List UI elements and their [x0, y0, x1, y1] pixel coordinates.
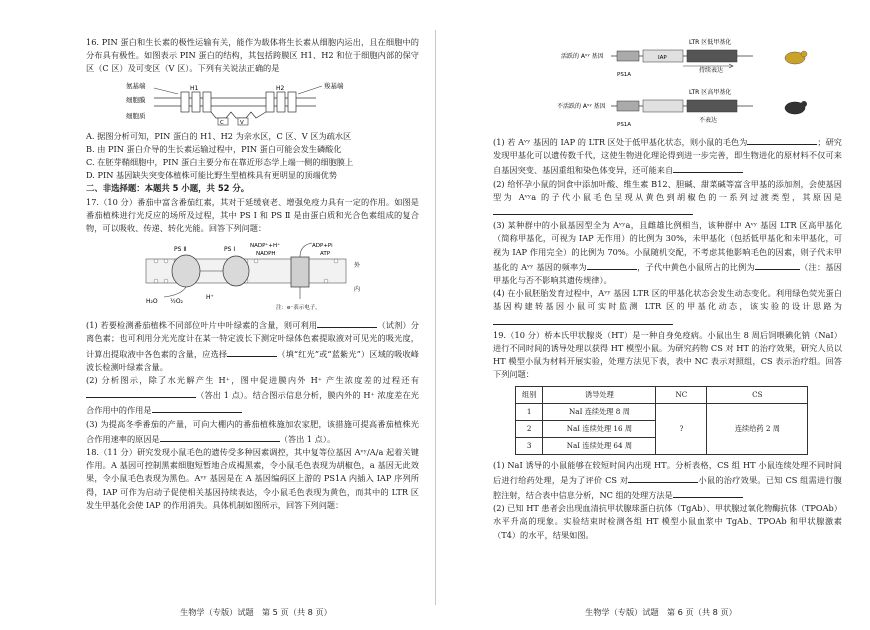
continuous-expression-label: 持续表达 — [699, 67, 724, 74]
q17-stem: 17.（10 分）番茄中富含番茄红素，其对于延缓衰老、增强免疫力具有一定的作用。如图是番茄植株进行光反应的场所及过程，其中 PS Ⅰ 和 PS Ⅱ 是由蛋白质和光合色素组成的复合物，可以吸收、传递、转化光能。回答下列问题： — [86, 196, 419, 234]
answer-blank[interactable] — [673, 487, 743, 498]
atp-label: ATP — [320, 251, 331, 258]
answer-blank[interactable] — [755, 259, 800, 270]
ltr-low-label: LTR 区低甲基化 — [689, 39, 732, 46]
nadph-label: NADPH — [256, 251, 276, 258]
hplus-label: H⁺ — [206, 294, 214, 302]
inside-label: 内 — [354, 286, 361, 294]
psii-label: PS Ⅱ — [174, 246, 187, 254]
table-header-cs: CS — [707, 386, 808, 403]
answer-blank[interactable] — [160, 431, 280, 442]
q16-option-a: A. 据图分析可知，PIN 蛋白的 H1、H2 为亲水区，C 区、V 区为疏水区 — [86, 130, 352, 141]
answer-blank[interactable] — [317, 317, 377, 328]
answer-blank[interactable] — [747, 134, 817, 145]
amino-end-label: 氨基端 — [126, 81, 146, 90]
page-footer-left: 生物学（专版）试题 第 5 页（共 8 页） — [180, 607, 332, 617]
q19-stem: 19.（10 分）桥本氏甲状腺炎（HT）是一种自身免疫病。小鼠出生 8 周后饲喂碘化钠（NaI）进行不同时间的诱导处理以获得 HT 模型小鼠。为研究药物 CS 对 HT 的治疗效果，研究人员以 HT 模型小鼠为材料开展实验，处理方法见下表，表中 NC 表示对照组，CS 表示治疗组。回答下列问题： — [493, 329, 842, 380]
membrane-label: 细胞膜 — [126, 95, 146, 104]
active-gene-label: 活跃的 Aᵛʸ 基因 — [561, 53, 604, 60]
psi-complex — [223, 256, 249, 286]
ps1a-box — [617, 51, 639, 61]
psi-label: PS Ⅰ — [224, 246, 236, 254]
cs-cell: 连续给药 2 周 — [707, 403, 808, 454]
avy-methylation-figure — [493, 32, 842, 132]
q18-part4: (4) 在小鼠胚胎发育过程中，Aᵛʸ 基因 LTR 区的甲基化状态会发生动态变化。利用绿色荧光蛋白基因构建转基因小鼠可实时监测 LTR 区的甲基化动态，该实验的设计思路为 — [493, 287, 842, 329]
electron-note: 注：e⁻表示电子。 — [276, 305, 321, 312]
right-page — [435, 0, 870, 630]
q16-option-d: D. PIN 基因缺失突变体植株可能比野生型植株具有更明显的顶端优势 — [86, 170, 338, 181]
v-region-label: V — [240, 119, 244, 126]
table-row: 1 NaI 连续处理 8 周 ? 连续给药 2 周 — [516, 403, 808, 420]
q18-part3: (3) 某种群中的小鼠基因型全为 Aᵛʸa，且雌雄比例相当，该种群中 Aᵛʸ 基因 LTR 区高甲基化（简称甲基化，可视为 IAP 无作用）的比例为 30%，未甲基化（包括低甲基化和未甲基化，可视为 IAP 作用完全）的比例为 70%。小鼠随机交配，不考虑其他影响毛色的因素，则子代未甲基化的 Aᵛʸ 基因的频率为 ，子代中黄色小鼠所占的比例为 （注：基因甲基化与否不影响其遗传规律）。 — [493, 220, 842, 286]
answer-blank[interactable] — [673, 162, 743, 173]
table-header-nc: NC — [656, 386, 707, 403]
ps1a-label: PS1A — [617, 72, 632, 78]
cytoplasm-label: 细胞质 — [126, 111, 146, 120]
ltr-high-label: LTR 区高甲基化 — [689, 89, 732, 96]
h2-region — [266, 85, 296, 112]
q17-part1: (1) 若要检测番茄植株不同部位叶片中叶绿素的含量，则可利用 （试剂）分离色素；也可利用分光光度计在某一特定波长下测定叶绿体色素提取液对可见光的吸光度，计算出提取液中各色素的含量，应选择 （填“红光”或“蓝紫光”）区域的吸收峰波长检测叶绿素含量。 — [86, 317, 419, 374]
carboxyl-end-label: 羧基端 — [324, 81, 344, 90]
no-expression-label: 不表达 — [699, 117, 718, 124]
nadp-label: NADP⁺+H⁺ — [250, 243, 280, 250]
answer-blank[interactable] — [86, 387, 196, 398]
table-header-induction: 诱导处理 — [543, 386, 656, 403]
c-region-label: C — [220, 119, 224, 126]
q19-part1: (1) NaI 诱导的小鼠能够在较短时间内出现 HT。分析表格，CS 组 HT 小鼠连续处理不同时间后进行给药处理，是为了评价 CS 对 小鼠的治疗效果。已知 CS 组需进行腹腔注射，结合表中信息分析，NC 组的处理方法是 — [493, 459, 842, 501]
answer-blank[interactable] — [493, 204, 693, 215]
answer-blank[interactable] — [493, 314, 673, 325]
h1-label: H1 — [190, 84, 199, 92]
answer-blank[interactable] — [227, 346, 277, 357]
thylakoid-figure — [86, 237, 419, 315]
atp-synthase — [291, 257, 309, 287]
q18-part2: (2) 给怀孕小鼠的饲食中添加叶酸、维生素 B12、胆碱、甜菜碱等富含甲基的添加剂，会使基因型为 Aᵛʸa 的子代小鼠毛色呈现从黄色到胡椒色的一系列过渡类型，其原因是 — [493, 178, 842, 220]
table-row: 2 NaI 连续处理 16 周 — [516, 420, 808, 437]
table-header-group: 组别 — [516, 386, 543, 403]
a-gene-box — [687, 50, 737, 62]
q19-part2: (2) 已知 HT 患者会出现血清抗甲状腺球蛋白抗体（TgAb）、甲状腺过氧化物酶抗体（TPOAb）水平升高的现象。实验结束时检测各组 HT 模型小鼠血浆中 TgAb、TPOAb 和甲状腺激素（T4）的水平，结果如图。 — [493, 503, 842, 540]
q19-treatment-table — [515, 386, 808, 455]
h2-label: H2 — [276, 84, 285, 92]
ps1a-label-2: PS1A — [617, 122, 632, 128]
q18-part1: (1) 若 Aᵛʸ 基因的 IAP 的 LTR 区处于低甲基化状态，则小鼠的毛色为 ；研究发现甲基化可以遗传数千代，这使生物进化理论得到进一步完善，即生物进化的原材料不仅可来自基因突变、基因重组和染色体变异，还可能来自 — [493, 134, 842, 178]
inactive-gene-label: 不活跃的 Aᵛʸ 基因 — [557, 103, 606, 110]
answer-blank[interactable] — [587, 259, 637, 270]
iap-label: IAP — [658, 55, 667, 61]
answer-blank[interactable] — [628, 472, 698, 483]
o2-label: ½O₂ — [170, 298, 183, 306]
table-row: 3 NaI 连续处理 64 周 — [516, 437, 808, 454]
q17-part3: (3) 为提高冬季番茄的产量，可向大棚内的番茄植株施加农家肥，该措施可提高番茄植株光合作用速率的原因是 （答出 1 点）。 — [86, 418, 419, 444]
section-2-heading: 二、非选择题：本题共 5 小题，共 52 分。 — [86, 183, 250, 194]
answer-blank[interactable] — [152, 402, 242, 413]
outside-label: 外 — [354, 262, 361, 270]
q16-option-b: B. 由 PIN 蛋白介导的生长素运输过程中，PIN 蛋白可能会发生磷酸化 — [86, 143, 342, 154]
pin-protein-figure — [86, 78, 419, 128]
q16-stem: 16. PIN 蛋白和生长素的极性运输有关，能作为载体将生长素从细胞内运出，且在细胞中的分布具有极性。如图表示 PIN 蛋白的结构，其包括跨膜区 H1、H2 和位于细胞内部的保守区（C 区）及可变区（V 区）。下列有关说法正确的是 — [86, 37, 419, 74]
nc-cell: ? — [656, 403, 707, 454]
adp-label: ADP+Pi — [312, 243, 333, 250]
q16-option-c: C. 在胚芽鞘细胞中，PIN 蛋白主要分布在靠近形态学上端一侧的细胞膜上 — [86, 157, 354, 168]
h1-region — [181, 85, 211, 112]
h2o-label: H₂O — [146, 298, 158, 306]
psii-complex — [172, 255, 200, 287]
q17-part2: (2) 分析图示，除了水光解产生 H⁺，图中促进膜内外 H⁺ 产生浓度差的过程还有（答出 1 点）。结合图示信息分析，膜内外的 H⁺ 浓度差在光合作用中的作用是 — [86, 375, 419, 416]
q18-stem: 18.（11 分）研究发现小鼠毛色的遗传受多种因素调控，其中复等位基因 Aᵛʸ/A/a 起着关键作用。A 基因可控制黑素细胞短暂地合成褐黑素，令小鼠毛色表现为胡椒色，a 基因无此效果，令小鼠毛色表现为黑色。Aᵛʸ 基因是在 A 基因编码区上游的 PS1A 内插入 IAP 序列所得，IAP 可作为启动子促使相关基因持续表达，令小鼠毛色表现为黄色，而其中的 LTR 区发生甲基化会使 IAP 的作用消失。具体机制如图所示，回答下列问题： — [86, 447, 419, 510]
page-footer-right: 生物学（专版）试题 第 6 页（共 8 页） — [585, 607, 737, 617]
